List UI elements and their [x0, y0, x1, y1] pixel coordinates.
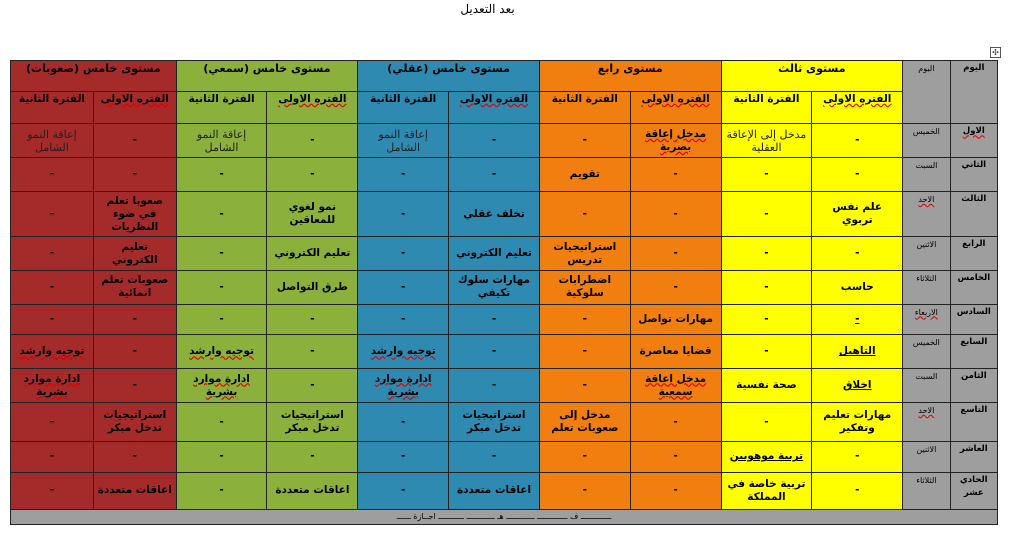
cell: -: [721, 158, 812, 192]
row-day: الاربعاء: [903, 304, 950, 335]
header-day-index: اليوم: [950, 61, 997, 124]
header-level5-hearing: مستوى خامس (سمعي): [176, 61, 358, 92]
table-row: [11, 304, 998, 335]
row-day: الاحد: [903, 192, 950, 237]
period1-header: الفتره الاولى: [267, 91, 358, 124]
cell: -: [539, 335, 630, 369]
cell: اضطرابات سلوكية: [539, 270, 630, 304]
row-index: السابع: [950, 335, 997, 369]
row-index: الخامس: [950, 270, 997, 304]
cell: طرق التواصل: [267, 270, 358, 304]
cell: توجيه وارشد: [11, 335, 94, 369]
cell: استراتيجيات تدخل مبكر: [93, 403, 176, 442]
cell: -: [539, 192, 630, 237]
cell: مهارات تواصل: [630, 304, 721, 335]
cell: -: [630, 403, 721, 442]
header-row-periods: [11, 91, 998, 124]
cell: -: [93, 304, 176, 335]
table-row: [11, 441, 998, 472]
cell: -: [176, 441, 267, 472]
cell: -: [630, 441, 721, 472]
cell: التاهيل: [812, 335, 903, 369]
cell: -: [630, 237, 721, 271]
table-row: [11, 369, 998, 403]
cell: -: [11, 237, 94, 271]
cell: اعاقات متعددة: [449, 472, 540, 509]
period2-header: الفترة الثانية: [358, 91, 449, 124]
row-day: الخميس: [903, 124, 950, 158]
header-level5-mental: مستوى خامس (عقلي): [358, 61, 540, 92]
cell: -: [721, 192, 812, 237]
cell: -: [812, 441, 903, 472]
cell: -: [11, 192, 94, 237]
cell: استراتيجيات تدخل مبكر: [267, 403, 358, 442]
cell: -: [630, 192, 721, 237]
cell: مدخل إلى الإعاقة العقلية: [721, 124, 812, 158]
cell: اخلاق: [812, 369, 903, 403]
row-day: الثلاثاء: [903, 270, 950, 304]
cell: ادارة موارد بشرية: [358, 369, 449, 403]
cell: -: [358, 237, 449, 271]
row-day: الخميس: [903, 335, 950, 369]
cell: -: [539, 304, 630, 335]
period2-header: الفترة الثانية: [721, 91, 812, 124]
cell: اعاقات متعددة: [267, 472, 358, 509]
row-index: الثامن: [950, 369, 997, 403]
cell: تعليم الكتروني: [267, 237, 358, 271]
cell: توجيه وارشد: [176, 335, 267, 369]
row-index: العاشر: [950, 441, 997, 472]
cell: -: [176, 270, 267, 304]
cell: -: [11, 403, 94, 442]
cell: -: [11, 304, 94, 335]
footer-row: [11, 509, 998, 524]
cell: -: [358, 304, 449, 335]
table-row: [11, 403, 998, 442]
cell: -: [812, 237, 903, 271]
cell: -: [449, 304, 540, 335]
cell: تربية موهوبين: [721, 441, 812, 472]
row-index: الثاني: [950, 158, 997, 192]
cell: -: [358, 472, 449, 509]
cell: -: [812, 124, 903, 158]
period2-header: الفترة الثانية: [176, 91, 267, 124]
cell: ادارة موارد بشرية: [11, 369, 94, 403]
row-day: الاثنين: [903, 441, 950, 472]
cell: -: [812, 472, 903, 509]
cell: -: [358, 403, 449, 442]
table-row: [11, 270, 998, 304]
cell: -: [449, 441, 540, 472]
cell: استراتيجيات تدخل مبكر: [449, 403, 540, 442]
row-day: السبت: [903, 158, 950, 192]
period2-header: الفترة الثانية: [539, 91, 630, 124]
cell: -: [358, 270, 449, 304]
cell: -: [630, 158, 721, 192]
cell: -: [267, 369, 358, 403]
header-level5-difficulties: مستوى خامس (صعوبات): [11, 61, 177, 92]
cell: -: [721, 403, 812, 442]
cell: صعوبا تعلم في ضوء النظريات: [93, 192, 176, 237]
period1-header: الفتره الاولى: [93, 91, 176, 124]
cell: -: [267, 441, 358, 472]
cell: -: [176, 472, 267, 509]
header-day: اليوم: [903, 61, 950, 124]
table-move-handle-icon[interactable]: ✣: [990, 47, 1001, 58]
holiday-footer: ـــــــــــــ ف ـــــــــــــ ــــــــــــ هـ ــــــــــــ ـــــــــــ اجــازة ــــــ: [11, 509, 998, 524]
row-index: الحادي عشر: [950, 472, 997, 509]
table-row: [11, 237, 998, 271]
cell: -: [630, 270, 721, 304]
cell: -: [176, 237, 267, 271]
cell: -: [721, 237, 812, 271]
row-day: الاثنين: [903, 237, 950, 271]
cell: -: [267, 124, 358, 158]
cell: إعاقة النمو الشامل: [358, 124, 449, 158]
table-row: [11, 472, 998, 509]
cell: -: [93, 335, 176, 369]
period1-header: الفتره الاولى: [812, 91, 903, 124]
cell: -: [358, 192, 449, 237]
cell: -: [11, 158, 94, 192]
row-day: الاحد: [903, 403, 950, 442]
cell: مدخل إلى صعوبات تعلم: [539, 403, 630, 442]
cell: اعاقات متعددة: [93, 472, 176, 509]
cell: نمو لغوي للمعاقين: [267, 192, 358, 237]
cell: -: [11, 441, 94, 472]
row-index: التاسع: [950, 403, 997, 442]
cell: -: [539, 369, 630, 403]
cell: -: [11, 270, 94, 304]
row-index: الرابع: [950, 237, 997, 271]
cell: مهارات تعليم وتفكير: [812, 403, 903, 442]
cell: -: [93, 124, 176, 158]
cell: إعاقة النمو الشامل: [11, 124, 94, 158]
cell: -: [812, 304, 903, 335]
cell: -: [176, 158, 267, 192]
cell: تقويم: [539, 158, 630, 192]
row-index: الاول: [950, 124, 997, 158]
row-day: الثلاثاء: [903, 472, 950, 509]
period1-header: الفتره الاولى: [449, 91, 540, 124]
table-row: [11, 192, 998, 237]
cell: توجيه وارشد: [358, 335, 449, 369]
header-level3: مستوى ثالث: [721, 61, 903, 92]
cell: تربية خاصة في المملكة: [721, 472, 812, 509]
cell: -: [176, 403, 267, 442]
row-day: السبت: [903, 369, 950, 403]
table-row: [11, 158, 998, 192]
table-row: [11, 335, 998, 369]
cell: -: [358, 158, 449, 192]
cell: -: [449, 369, 540, 403]
cell: حاسب: [812, 270, 903, 304]
cell: -: [721, 270, 812, 304]
cell: صعوبات تعلم انمائية: [93, 270, 176, 304]
cell: -: [539, 472, 630, 509]
cell: إعاقة النمو الشامل: [176, 124, 267, 158]
cell: -: [267, 158, 358, 192]
cell: قضايا معاصرة: [630, 335, 721, 369]
cell: استراتيجيات تدريس: [539, 237, 630, 271]
header-level4: مستوى رابع: [539, 61, 721, 92]
cell: -: [721, 335, 812, 369]
cell: تعليم الكتروني: [449, 237, 540, 271]
cell: -: [812, 158, 903, 192]
cell: علم نفس تربوي: [812, 192, 903, 237]
period1-header: الفتره الاولى: [630, 91, 721, 124]
cell: -: [176, 304, 267, 335]
cell: مهارات سلوك تكيفي: [449, 270, 540, 304]
period2-header: الفترة الثانية: [11, 91, 94, 124]
cell: ادارة موارد بشرية: [176, 369, 267, 403]
cell: -: [721, 304, 812, 335]
cell: -: [267, 304, 358, 335]
row-index: السادس: [950, 304, 997, 335]
cell: مدخل إعاقة بصرية: [630, 124, 721, 158]
document-caption: بعد التعديل: [460, 2, 515, 16]
cell: تعليم الكتروني: [93, 237, 176, 271]
cell: -: [11, 472, 94, 509]
cell: -: [449, 335, 540, 369]
cell: -: [630, 472, 721, 509]
cell: تخلف عقلي: [449, 192, 540, 237]
cell: مدخل اعاقة سمعية: [630, 369, 721, 403]
cell: -: [176, 192, 267, 237]
cell: -: [449, 124, 540, 158]
cell: -: [93, 369, 176, 403]
schedule-table: [10, 60, 998, 525]
cell: -: [267, 335, 358, 369]
cell: -: [539, 124, 630, 158]
cell: -: [539, 441, 630, 472]
header-row-levels: [11, 61, 998, 92]
table-row: [11, 124, 998, 158]
row-index: الثالث: [950, 192, 997, 237]
cell: -: [93, 158, 176, 192]
cell: -: [449, 158, 540, 192]
cell: صحة نفسية: [721, 369, 812, 403]
cell: -: [358, 441, 449, 472]
cell: -: [93, 441, 176, 472]
